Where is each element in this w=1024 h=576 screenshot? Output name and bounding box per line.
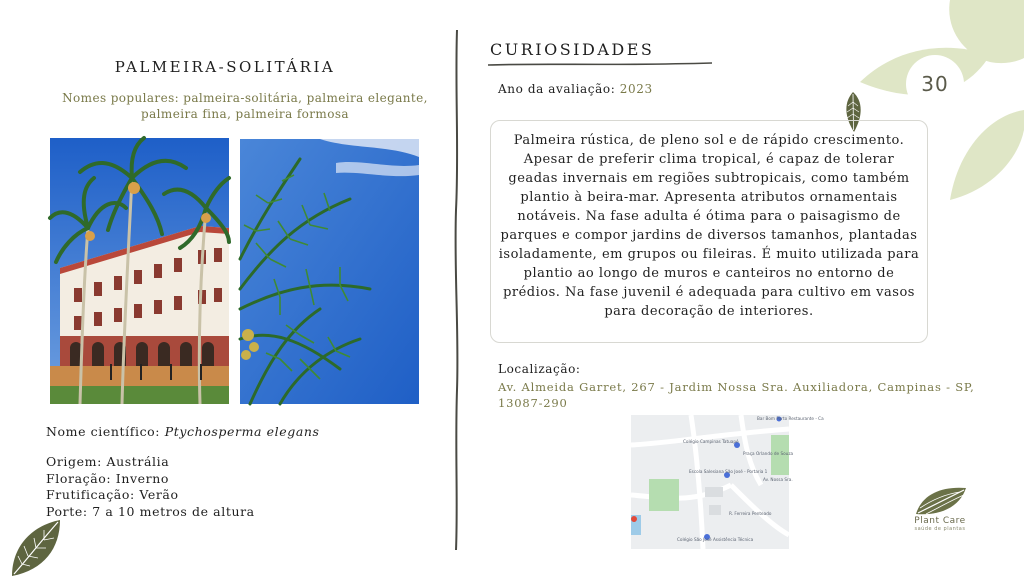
location-address: Av. Almeida Garret, 267 - Jardim Nossa Sra. Auxiliadora, Campinas - SP, 13087-290 [498, 380, 975, 410]
detail-size [46, 504, 255, 521]
evaluation-year-value: 2023 [619, 82, 653, 96]
palm-building-photo [50, 138, 229, 404]
map-label: Av. Nossa Sra. [763, 477, 793, 482]
evaluation-year-label: Ano da avaliação: [498, 82, 616, 96]
evaluation-year-line [498, 82, 653, 96]
scientific-name-line [46, 424, 320, 441]
page-number: 30 [906, 55, 964, 113]
location-label: Localização: [498, 362, 581, 376]
plant-name-heading: PALMEIRA-SOLITÁRIA [114, 58, 336, 76]
plant-care-logo [900, 486, 980, 546]
detail-origin [46, 454, 255, 471]
detail-label: Porte: [46, 503, 88, 519]
map-label: Colégio São José Assistência Técnica [677, 537, 754, 542]
logo-tagline: saúde de plantas [914, 526, 966, 532]
map-label: Bar Bom Parto Restaurante - Ca [757, 416, 824, 421]
detail-value: 7 a 10 metros de altura [92, 503, 255, 519]
logo-name: Plant Care [914, 516, 966, 526]
map-label: Colégio Campinas Tatuapé [683, 439, 739, 444]
detail-value: Inverno [115, 470, 169, 486]
detail-label: Floração: [46, 470, 112, 486]
leaf-icon [8, 518, 64, 576]
scientific-name-value: Ptychosperma elegans [164, 424, 320, 439]
popular-names: Nomes populares: palmeira-solitária, palmeira elegante, palmeira fina, palmeira formosa [62, 91, 428, 121]
map-label: Praça Orlando de Souza [743, 451, 794, 456]
detail-label: Origem: [46, 454, 102, 469]
palm-fronds-photo [240, 139, 419, 404]
plant-details-list [46, 454, 255, 520]
map-label: Escola Salesiana São José - Portaria 1 [689, 469, 768, 474]
curiosity-text-box: Palmeira rústica, de pleno sol e de rápido crescimento. Apesar de preferir clima tropical, é capaz de tolerar geadas invernais em regiões subtropicais, como também plantio à beira-mar. Apresenta atributos ornamentais notáveis. Na fase adulta é ótima para o paisagismo de parques e compor jardins de diversos tamanhos, plantadas isoladamente, em grupos ou fileiras. É muito utilizada para plantio ao longo de muros e canteiros no entorno de prédios. Na fase juvenil é adequada para cultivo em vasos para decoração de interiores. [490, 120, 928, 343]
column-divider [451, 30, 463, 550]
detail-flowering [46, 471, 255, 488]
heading-underline [488, 60, 712, 68]
location-map [631, 415, 824, 549]
curiosities-heading: CURIOSIDADES [490, 40, 655, 59]
scientific-name-label: Nome científico: [46, 424, 161, 439]
logo-leaf-icon [912, 486, 968, 516]
map-label: R. Ferreira Penteado [729, 511, 772, 516]
detail-fruiting [46, 487, 255, 504]
detail-value: Verão [139, 487, 179, 502]
detail-value: Austrália [106, 454, 170, 469]
detail-label: Frutificação: [46, 487, 135, 502]
